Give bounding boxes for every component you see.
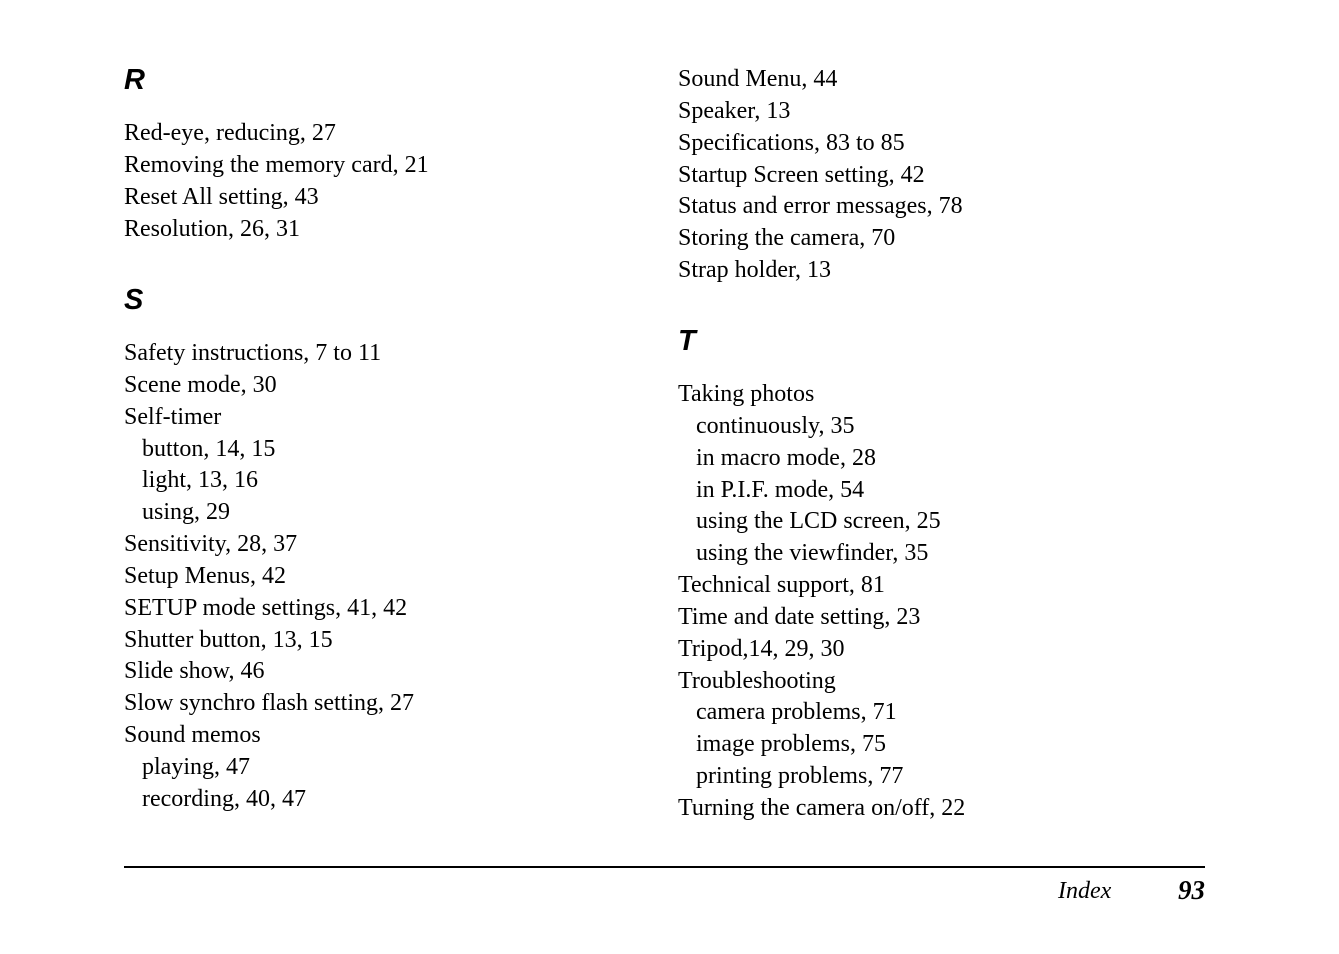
page-number: 93 [1178, 875, 1205, 905]
index-entry: Speaker, 13 [678, 97, 791, 124]
index-entry: Strap holder, 13 [678, 257, 832, 284]
footer-divider [124, 866, 1205, 868]
index-subentry: printing problems, 77 [696, 763, 904, 790]
index-list-s-continued [678, 64, 963, 287]
index-subentry: using, 29 [142, 499, 231, 526]
index-list-s [124, 338, 414, 816]
index-entry: Sensitivity, 28, 37 [124, 531, 298, 558]
index-entry: Slide show, 46 [124, 658, 265, 685]
index-entry: Status and error messages, 78 [678, 193, 963, 220]
index-subentry: in macro mode, 28 [696, 444, 876, 471]
index-subentry: using the LCD screen, 25 [696, 508, 941, 535]
index-entry: Scene mode, 30 [124, 371, 277, 398]
index-subentry: image problems, 75 [696, 731, 886, 758]
index-subentry: continuously, 35 [696, 412, 855, 439]
index-subentry: recording, 40, 47 [142, 785, 306, 812]
index-entry: Storing the camera, 70 [678, 225, 896, 252]
index-subentry: button, 14, 15 [142, 435, 276, 462]
index-entry: Self-timer [124, 403, 222, 430]
index-subentry: using the viewfinder, 35 [696, 540, 929, 567]
index-entry: Specifications, 83 to 85 [678, 129, 905, 156]
footer-section-label: Index [1058, 878, 1112, 904]
index-entry: Sound memos [124, 722, 261, 749]
index-entry: Slow synchro flash setting, 27 [124, 690, 414, 717]
index-entry: Removing the memory card, 21 [124, 151, 429, 178]
index-entry: Resolution, 26, 31 [124, 215, 301, 242]
section-heading-r: R [124, 64, 145, 96]
index-subentry: playing, 47 [142, 753, 250, 780]
index-entry: Red-eye, reducing, 27 [124, 120, 336, 146]
index-entry: Reset All setting, 43 [124, 183, 319, 210]
index-entry: SETUP mode settings, 41, 42 [124, 594, 408, 621]
index-entry: Troubleshooting [678, 667, 836, 694]
index-entry: Setup Menus, 42 [124, 562, 286, 589]
index-list-r [124, 118, 429, 245]
index-entry: Taking photos [678, 381, 815, 407]
index-entry: Startup Screen setting, 42 [678, 161, 925, 188]
index-entry: Time and date setting, 23 [678, 603, 921, 630]
index-subentry: light, 13, 16 [142, 467, 259, 494]
index-list-t [678, 379, 965, 825]
section-heading-s: S [124, 284, 144, 316]
index-subentry: camera problems, 71 [696, 699, 897, 726]
index-entry: Technical support, 81 [678, 572, 885, 599]
section-heading-t: T [678, 325, 696, 357]
index-entry: Tripod,14, 29, 30 [678, 635, 845, 662]
index-entry: Turning the camera on/off, 22 [678, 794, 966, 821]
index-subentry: in P.I.F. mode, 54 [696, 476, 865, 503]
index-entry: Sound Menu, 44 [678, 66, 838, 92]
index-entry: Shutter button, 13, 15 [124, 626, 333, 653]
index-entry: Safety instructions, 7 to 11 [124, 340, 382, 366]
